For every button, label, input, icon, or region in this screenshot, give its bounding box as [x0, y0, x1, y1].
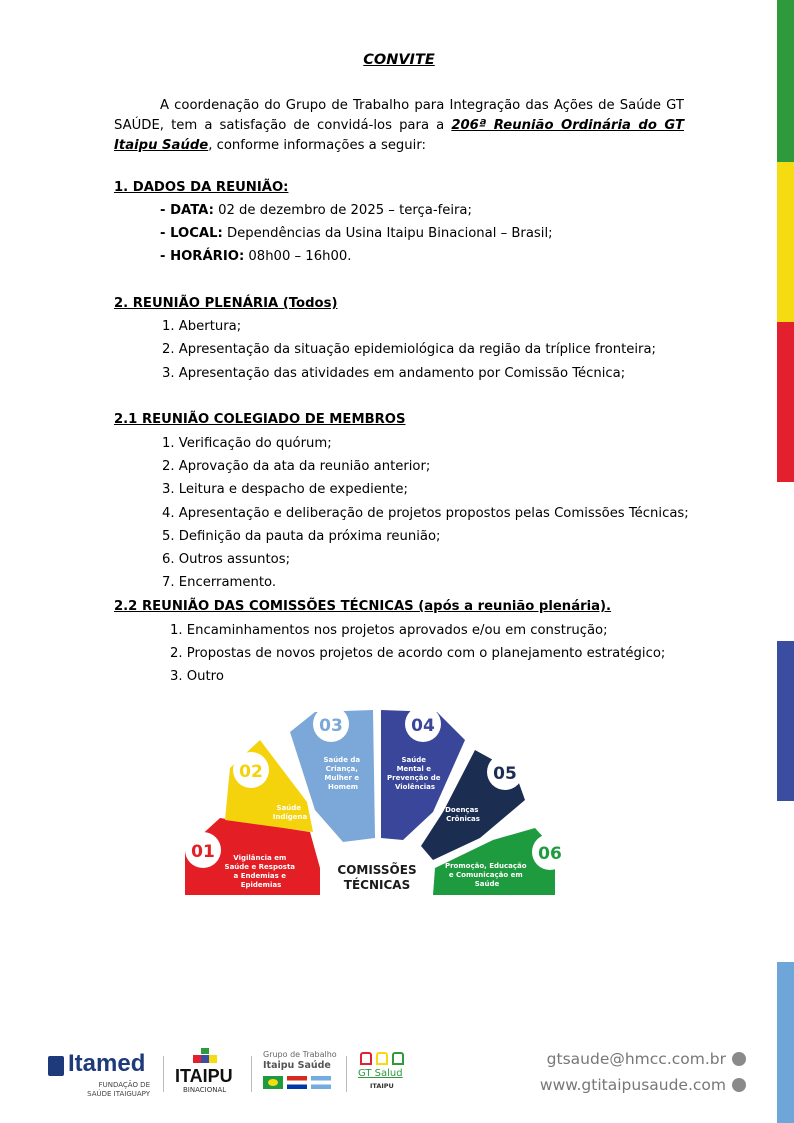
- svg-text:TÉCNICAS: TÉCNICAS: [343, 878, 411, 892]
- list-item: 3. Outro: [170, 669, 224, 684]
- footer-logos: [48, 1046, 428, 1106]
- document-title: CONVITE: [363, 52, 435, 68]
- intro-paragraph: [114, 96, 684, 156]
- flag-brazil-icon: [263, 1076, 283, 1089]
- section-2-1-heading: 2.1 REUNIÃO COLEGIADO DE MEMBROS: [114, 412, 406, 427]
- section-2-2-heading: 2.2 REUNIÃO DAS COMISSÕES TÉCNICAS (após a reunião plenária).: [114, 599, 612, 614]
- list-item: 1. Verificação do quórum;: [162, 436, 332, 451]
- itaipu-name: ITAIPU: [175, 1066, 233, 1086]
- flag-argentina-icon: [311, 1076, 331, 1089]
- email-text: gtsaude@hmcc.com.br: [546, 1050, 726, 1068]
- mail-icon: [732, 1052, 746, 1066]
- list-item: 1. Abertura;: [162, 319, 242, 334]
- list-item: 6. Outros assuntos;: [162, 552, 291, 567]
- list-item: 3. Leitura e despacho de expediente;: [162, 482, 408, 497]
- gtsalud-name: GT Salud: [358, 1068, 403, 1079]
- divider: [251, 1056, 252, 1092]
- section-1-heading: 1. DADOS DA REUNIÃO:: [114, 180, 289, 195]
- itamed-sub1: FUNDAÇÃO DE: [98, 1081, 150, 1089]
- svg-text:Doenças Crônicas: Doenças Crônicas: [445, 806, 480, 823]
- website-text: www.gtitaipusaude.com: [539, 1076, 726, 1094]
- svg-text:Saúde Indígena: Saúde Indígena: [272, 804, 308, 821]
- list-item: 2. Propostas de novos projetos de acordo com o planejamento estratégico;: [170, 646, 666, 661]
- diagram-center-label: [337, 862, 416, 892]
- stripe-navy: [777, 641, 794, 801]
- svg-text:04: 04: [411, 716, 435, 736]
- svg-text:Promoção, Educação e Com: Promoção, Educação e Comunicação em Saúde: [444, 862, 527, 888]
- intro-text: A coordenação do Grupo de Trabalho para Integração das Ações de Saúde GT SAÚDE, tem a satisfação de convidá-los para a: [114, 98, 684, 133]
- stripe-lightblue: [777, 962, 794, 1123]
- itaipu-sub: BINACIONAL: [183, 1086, 227, 1094]
- globe-icon: [732, 1078, 746, 1092]
- gt-line2: Itaipu Saúde: [263, 1060, 331, 1071]
- itamed-sub2: SAÚDE ITAIGUAPY: [87, 1090, 150, 1098]
- list-item: 7. Encerramento.: [162, 575, 277, 590]
- gtsalud-mark-icon: [360, 1052, 406, 1066]
- section-2-heading: 2. REUNIÃO PLENÁRIA (Todos): [114, 296, 338, 311]
- list-item: 2. Aprovação da ata da reunião anterior;: [162, 459, 431, 474]
- meeting-time: - HORÁRIO: 08h00 – 16h00.: [160, 249, 352, 264]
- itamed-name: Itamed: [68, 1050, 146, 1077]
- footer-website: [540, 1076, 746, 1094]
- intro-text-end: , conforme informações a seguir:: [208, 138, 426, 153]
- svg-text:06: 06: [538, 844, 562, 864]
- divider: [346, 1056, 347, 1092]
- gtsalud-sub: ITAIPU: [370, 1082, 394, 1090]
- svg-text:Saúde Mental e Pre: Saúde Mental e Prevenção de Violências: [387, 756, 441, 791]
- svg-text:05: 05: [493, 764, 517, 784]
- flag-paraguay-icon: [287, 1076, 307, 1089]
- svg-text:03: 03: [319, 716, 343, 736]
- itamed-mark-icon: [48, 1056, 64, 1076]
- svg-text:Saúde da Criança,: Saúde da Criança, Mulher e Homem: [323, 756, 361, 791]
- meeting-location: - LOCAL: Dependências da Usina Itaipu Binacional – Brasil;: [160, 226, 553, 241]
- svg-text:01: 01: [191, 842, 215, 862]
- list-item: 5. Definição da pauta da próxima reunião;: [162, 529, 441, 544]
- divider: [163, 1056, 164, 1092]
- list-item: 2. Apresentação da situação epidemiológica da região da tríplice fronteira;: [162, 342, 656, 357]
- itaipu-mark-icon: [193, 1048, 217, 1064]
- list-item: 3. Apresentação das atividades em andamento por Comissão Técnica;: [162, 366, 626, 381]
- meeting-name: 206ª Reunião Ordinária do GT Itaipu Saúde: [114, 118, 684, 153]
- stripe-yellow: [777, 162, 794, 322]
- meeting-date: - DATA: 02 de dezembro de 2025 – terça-feira;: [160, 203, 472, 218]
- footer-email: [547, 1050, 746, 1068]
- list-item: 1. Encaminhamentos nos projetos aprovados e/ou em construção;: [170, 623, 608, 638]
- commissions-diagram: [175, 700, 565, 900]
- stripe-green: [777, 0, 794, 162]
- svg-text:COMISSÕES: COMISSÕES: [337, 863, 417, 877]
- gt-line1: Grupo de Trabalho: [263, 1050, 337, 1059]
- list-item: 4. Apresentação e deliberação de projetos propostos pelas Comissões Técnicas;: [162, 506, 689, 521]
- svg-text:02: 02: [239, 762, 263, 782]
- stripe-red: [777, 322, 794, 482]
- svg-text:Vigilância em Saúde e Re: Vigilância em Saúde e Resposta a Endemias e Epidemias: [224, 854, 296, 889]
